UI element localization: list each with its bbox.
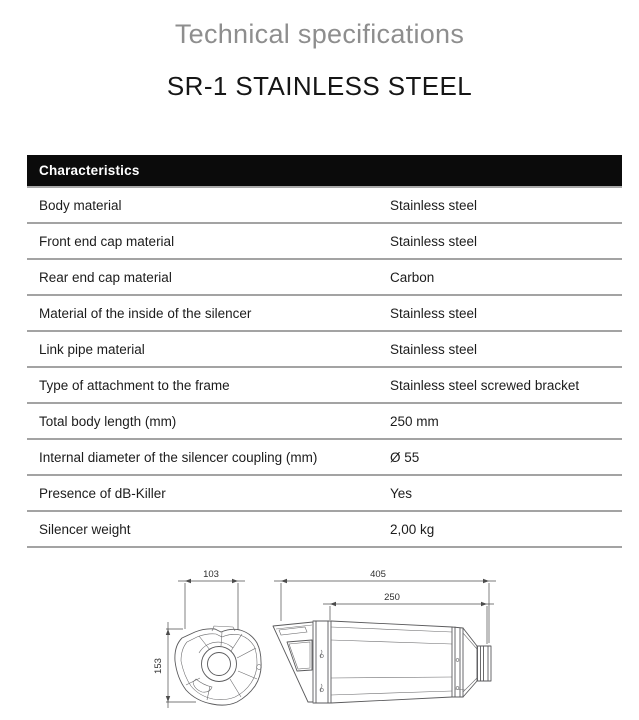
- spec-label: Rear end cap material: [39, 269, 172, 285]
- dim-label-405: 405: [370, 569, 386, 580]
- spec-label: Internal diameter of the silencer coupling (mm): [39, 449, 318, 465]
- table-header: Characteristics: [27, 155, 622, 188]
- spec-label: Body material: [39, 197, 122, 213]
- product-name: SR-1 STAINLESS STEEL: [166, 71, 473, 101]
- silencer-technical-drawing: [0, 558, 639, 720]
- dimension-103: [178, 569, 245, 630]
- silencer-side-view: [273, 621, 491, 703]
- table-row: [27, 368, 622, 404]
- spec-value: Ø 55: [390, 449, 420, 465]
- page-title: Technical specifications: [174, 19, 465, 49]
- spec-value: Yes: [390, 485, 413, 501]
- table-row: [27, 476, 622, 512]
- dim-label-153: 153: [153, 658, 164, 674]
- table-row: [27, 332, 622, 368]
- spec-label: Total body length (mm): [39, 413, 177, 429]
- table-row: [27, 296, 622, 332]
- spec-value: Stainless steel: [390, 341, 478, 357]
- characteristics-table: [27, 155, 622, 548]
- spec-rows: [27, 188, 622, 548]
- dimension-250: [323, 592, 494, 644]
- spec-value: Stainless steel: [390, 197, 478, 213]
- spec-label: Type of attachment to the frame: [39, 377, 230, 393]
- table-row: [27, 224, 622, 260]
- dim-label-250: 250: [384, 592, 400, 603]
- spec-value: 250 mm: [390, 413, 439, 429]
- spec-label: Material of the inside of the silencer: [39, 305, 252, 321]
- table-row: [27, 404, 622, 440]
- spec-value: Carbon: [390, 269, 435, 285]
- spec-value: Stainless steel: [390, 233, 478, 249]
- table-row: [27, 440, 622, 476]
- table-row: [27, 512, 622, 548]
- spec-value: 2,00 kg: [390, 521, 435, 537]
- table-row: [27, 188, 622, 224]
- spec-value: Stainless steel: [390, 305, 478, 321]
- dim-label-103: 103: [203, 569, 219, 580]
- table-row: [27, 260, 622, 296]
- spec-label: Presence of dB-Killer: [39, 485, 166, 501]
- spec-label: Link pipe material: [39, 341, 145, 357]
- spec-label: Silencer weight: [39, 521, 131, 537]
- silencer-end-view: [175, 626, 262, 705]
- spec-value: Stainless steel screwed bracket: [390, 377, 580, 393]
- spec-label: Front end cap material: [39, 233, 175, 249]
